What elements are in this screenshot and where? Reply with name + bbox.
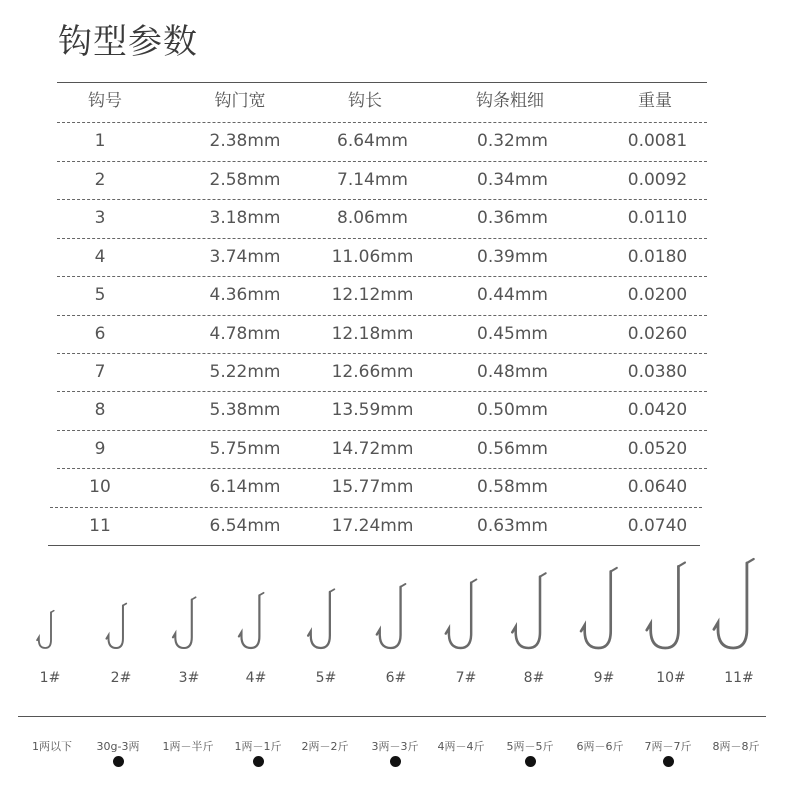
hook-3-eye — [192, 597, 196, 599]
table-row — [0, 391, 800, 429]
cell-hook-length: 13.59mm — [331, 400, 414, 420]
cell-hook-number: 10 — [89, 477, 111, 497]
hook-5-icon — [308, 592, 330, 648]
cell-weight-value: 0.0740 — [627, 516, 688, 536]
cell-gap-width: 5.75mm — [209, 439, 281, 459]
weight-range-label: 3两－3斤 — [371, 740, 419, 753]
cell-weight-value: 0.0520 — [627, 439, 688, 459]
hook-size-label: 8# — [523, 670, 545, 686]
cell-hook-length: 14.72mm — [331, 439, 414, 459]
cell-weight-value: 0.0420 — [627, 400, 688, 420]
hook-10-eye — [678, 563, 685, 567]
cell-weight-value: 0.0640 — [627, 477, 688, 497]
cell-hook-length: 12.12mm — [331, 285, 414, 305]
hook-4-eye — [259, 593, 263, 595]
hook-8-eye — [540, 573, 546, 576]
cell-hook-number: 3 — [94, 208, 106, 228]
weight-range-label: 1两以下 — [32, 740, 72, 753]
hook-size-label: 3# — [178, 670, 200, 686]
cell-hook-number: 1 — [94, 131, 106, 151]
cell-wire-thickness: 0.63mm — [477, 516, 548, 536]
hook-5-eye — [330, 589, 334, 592]
weight-range-label: 30g-3两 — [96, 740, 140, 753]
hook-size-illustrations — [0, 552, 800, 662]
hook-1-icon — [37, 612, 51, 648]
hook-size-label: 10# — [656, 670, 686, 686]
hook-7-icon — [446, 583, 471, 648]
weight-range-label: 7两－7斤 — [644, 740, 692, 753]
recommended-dot — [253, 756, 264, 767]
table-row — [0, 507, 800, 545]
cell-weight-value: 0.0380 — [627, 362, 688, 382]
cell-hook-length: 15.77mm — [331, 477, 414, 497]
recommended-dot — [113, 756, 124, 767]
cell-wire-thickness: 0.39mm — [477, 247, 548, 267]
cell-wire-thickness: 0.50mm — [477, 400, 548, 420]
hook-size-label: 2# — [110, 670, 132, 686]
hook-size-label: 4# — [245, 670, 267, 686]
cell-wire-thickness: 0.34mm — [477, 170, 548, 190]
weight-range-label: 2两－2斤 — [301, 740, 349, 753]
cell-hook-length: 12.66mm — [331, 362, 414, 382]
table-bottom-rule — [48, 545, 700, 546]
cell-hook-number: 7 — [94, 362, 106, 382]
hook-size-label: 5# — [315, 670, 337, 686]
cell-wire-thickness: 0.44mm — [477, 285, 548, 305]
table-row — [0, 199, 800, 237]
cell-hook-number: 5 — [94, 285, 106, 305]
cell-wire-thickness: 0.56mm — [477, 439, 548, 459]
recommended-dot — [663, 756, 674, 767]
table-row — [0, 315, 800, 353]
cell-weight-value: 0.0200 — [627, 285, 688, 305]
hook-11-icon — [714, 563, 747, 648]
table-row — [0, 353, 800, 391]
weight-range-label: 4两－4斤 — [437, 740, 485, 753]
recommended-dot — [390, 756, 401, 767]
header-hook-length: 钩长 — [348, 91, 382, 111]
cell-hook-length: 12.18mm — [331, 324, 414, 344]
cell-hook-length: 7.14mm — [337, 170, 408, 190]
cell-weight-value: 0.0110 — [627, 208, 688, 228]
hook-size-label: 1# — [39, 670, 61, 686]
cell-hook-number: 2 — [94, 170, 106, 190]
hook-size-label: 11# — [724, 670, 754, 686]
cell-gap-width: 2.58mm — [209, 170, 281, 190]
hook-4-icon — [239, 595, 259, 648]
weight-range-label: 1两－1斤 — [234, 740, 282, 753]
header-weight: 重量 — [638, 91, 672, 111]
table-row — [0, 468, 800, 506]
cell-hook-number: 8 — [94, 400, 106, 420]
hook-size-label: 6# — [385, 670, 407, 686]
hook-2-eye — [123, 604, 126, 606]
cell-hook-length: 8.06mm — [337, 208, 408, 228]
hook-9-icon — [581, 572, 611, 649]
cell-weight-value: 0.0260 — [627, 324, 688, 344]
cell-gap-width: 2.38mm — [209, 131, 281, 151]
hook-6-eye — [401, 584, 406, 587]
cell-hook-number: 4 — [94, 247, 106, 267]
header-wire-thickness: 钩条粗细 — [476, 91, 544, 111]
hook-size-label: 7# — [455, 670, 477, 686]
hook-7-eye — [471, 579, 476, 582]
hook-9-eye — [611, 568, 617, 572]
weight-range-label: 5两－5斤 — [506, 740, 554, 753]
cell-hook-length: 11.06mm — [331, 247, 414, 267]
table-row — [0, 276, 800, 314]
cell-gap-width: 6.14mm — [209, 477, 281, 497]
hook-1-eye — [51, 611, 54, 613]
page-title: 钩型参数 — [58, 22, 198, 62]
cell-gap-width: 4.78mm — [209, 324, 281, 344]
cell-gap-width: 6.54mm — [209, 516, 281, 536]
hook-8-icon — [512, 577, 540, 648]
hook-11-eye — [747, 559, 754, 563]
cell-gap-width: 4.36mm — [209, 285, 281, 305]
header-gap-width: 钩门宽 — [214, 91, 266, 111]
cell-weight-value: 0.0092 — [627, 170, 688, 190]
table-row — [0, 238, 800, 276]
cell-hook-number: 9 — [94, 439, 106, 459]
cell-wire-thickness: 0.45mm — [477, 324, 548, 344]
cell-gap-width: 3.74mm — [209, 247, 281, 267]
cell-hook-length: 17.24mm — [331, 516, 414, 536]
weight-range-label: 1两－半斤 — [162, 740, 214, 753]
cell-wire-thickness: 0.48mm — [477, 362, 548, 382]
cell-gap-width: 3.18mm — [209, 208, 281, 228]
cell-gap-width: 5.22mm — [209, 362, 281, 382]
hook-3-icon — [173, 600, 192, 648]
hook-2-icon — [106, 606, 122, 649]
cell-hook-number: 6 — [94, 324, 106, 344]
weight-range-label: 8两－8斤 — [712, 740, 760, 753]
cell-wire-thickness: 0.32mm — [477, 131, 548, 151]
hook-10-icon — [647, 566, 679, 648]
hook-6-icon — [377, 587, 401, 648]
weight-section-rule — [18, 716, 766, 717]
cell-wire-thickness: 0.58mm — [477, 477, 548, 497]
recommended-dot — [525, 756, 536, 767]
cell-wire-thickness: 0.36mm — [477, 208, 548, 228]
table-row — [0, 122, 800, 160]
header-hook-number: 钩号 — [88, 91, 122, 111]
cell-weight-value: 0.0081 — [627, 131, 688, 151]
cell-hook-length: 6.64mm — [337, 131, 408, 151]
cell-gap-width: 5.38mm — [209, 400, 281, 420]
table-row — [0, 161, 800, 199]
cell-hook-number: 11 — [89, 516, 111, 536]
table-header-row — [0, 82, 800, 120]
hook-size-label: 9# — [593, 670, 615, 686]
table-row — [0, 430, 800, 468]
weight-range-label: 6两－6斤 — [576, 740, 624, 753]
cell-weight-value: 0.0180 — [627, 247, 688, 267]
